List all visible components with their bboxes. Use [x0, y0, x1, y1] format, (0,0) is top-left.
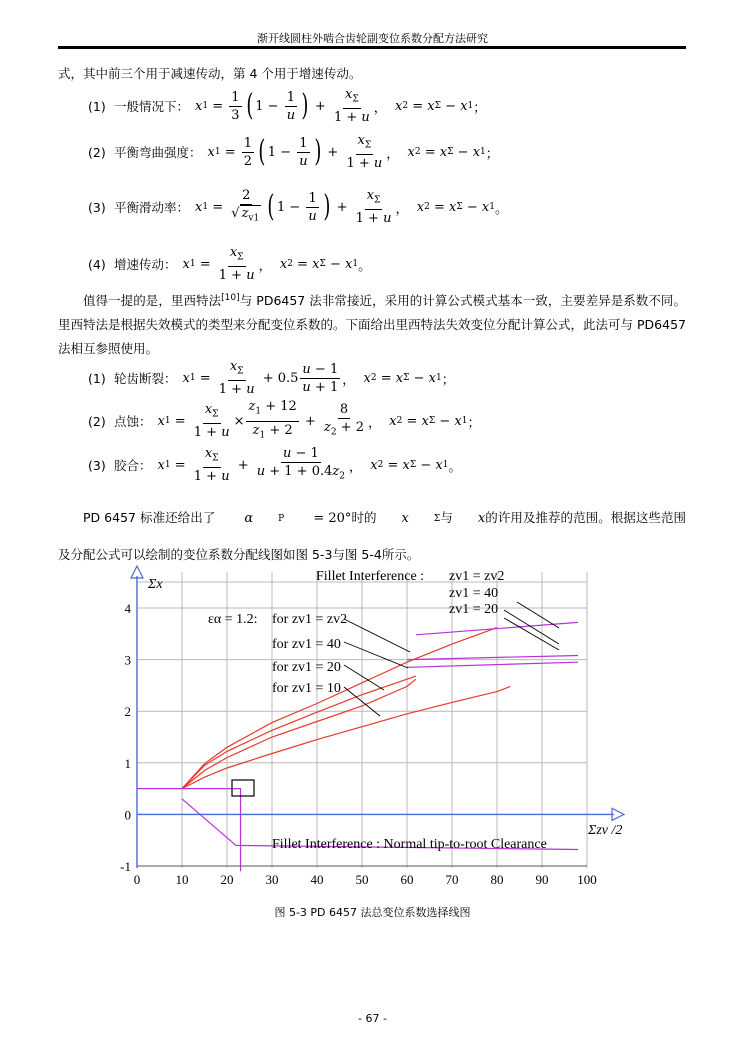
formula-label: 一般情况下： [114, 99, 190, 114]
y-tick-label: 0 [124, 807, 131, 823]
formula-scuffing [88, 446, 461, 484]
formula-label: 胶合： [114, 458, 152, 473]
formula-number: (1) [88, 98, 106, 114]
formula-pitting [88, 398, 481, 441]
formula-number: (1) [88, 370, 106, 386]
para2-text-2: 时的 [351, 510, 377, 525]
running-head: 渐开线圆柱外啮合齿轮副变位系数分配方法研究 [257, 32, 488, 45]
y-tick-label: 1 [124, 755, 131, 771]
intro-text: 式，其中前三个用于减速传动，第 4 个用于增速传动。 [58, 66, 362, 81]
formula-number: (2) [88, 144, 106, 160]
x-tick-label: 0 [133, 872, 141, 887]
epsilon-label: εα = 1.2: [208, 612, 258, 627]
series-line [407, 662, 578, 667]
para-text-1: 值得一提的是，里西特法 [83, 293, 222, 309]
formula-number: (3) [88, 199, 106, 215]
formula-speedup [88, 246, 371, 282]
formula-math: x 1 = $\frac{x_\Sigma}{1 + u}$ ， x 2 = x Σ − x 1 。 [182, 244, 372, 284]
formula-label: 增速传动： [114, 257, 177, 272]
for-label-40: for zv1 = 40 [272, 637, 341, 652]
formula-math: x 1 = $\frac{x_\Sigma}{1 + u}$ × $\frac{z_1 + 12}{z_1 + 2}$ + $\frac{8}{z_2 + 2}$ ， x 2 = x Σ − x 1 ； [157, 398, 481, 441]
for-label-zv2: for zv1 = zv2 [272, 612, 348, 627]
citation-ref: [10] [221, 293, 240, 303]
formula-math: x 1 = $\frac{2}{√ z_{v1}}$ ( 1 − $\frac{1}{u}$ ) + $\frac{x_\Sigma}{1 + u}$ ， x 2 = x Σ − x 1 。 [195, 187, 508, 227]
y-tick-label: -1 [120, 859, 131, 874]
formula-number: (2) [88, 413, 106, 429]
para2-text-4: 的许用及推荐的范围。根据这些范围及分配公式可以绘制的变位系数分配线图如图 5-3与图 5-4所示。 [58, 510, 686, 562]
series-line [137, 789, 241, 872]
formula-math: x 1 = $\frac{x_\Sigma}{1 + u}$ + $\frac{u - 1}{u + 1 + 0.4z_2}$ ， x 2 = x Σ − x 1 。 [157, 445, 462, 485]
x-tick-label: 20 [220, 872, 234, 887]
alpha-expression: α P = 20° [244, 511, 352, 526]
formula-breakage [88, 360, 455, 396]
para2-text-1: PD 6457 标准还给出了 [83, 510, 216, 525]
y-tick-label: 2 [124, 704, 131, 720]
x-symbol: x [477, 511, 486, 526]
chart-svg [112, 562, 642, 892]
header-rule [58, 46, 686, 49]
x-tick-label: 60 [400, 872, 414, 887]
y-axis-label: Σx [148, 577, 163, 592]
figure-caption: 图 5-3 PD 6457 法总变位系数选择线图 [274, 906, 471, 919]
formula-sliding [88, 186, 508, 228]
fillet-label-40: zv1 = 40 [449, 586, 499, 601]
leader-line [517, 602, 559, 628]
formula-number: (3) [88, 457, 106, 473]
chart-axes [131, 566, 624, 868]
figure-chart [112, 562, 642, 892]
para2-text-3: 与 [440, 510, 453, 525]
formula-label: 平衡弯曲强度： [114, 145, 202, 160]
x-tick-label: 10 [175, 872, 189, 887]
x-tick-label: 50 [355, 872, 369, 887]
for-label-10: for zv1 = 10 [272, 681, 341, 696]
formula-general [88, 88, 486, 124]
leader-line [344, 619, 410, 652]
xsigma-symbol: x Σ [401, 511, 441, 526]
y-tick-label: 3 [124, 652, 131, 668]
x-axis-label: Σzv /2 [588, 823, 623, 838]
leader-line [344, 665, 384, 690]
bottom-annotation: Fillet Interference : Normal tip-to-root Clearance [272, 837, 547, 852]
para-text-2: 与 PD6457 法非常接近，采用的计算公式模式基本一致，主要差异是系数不同。里西特法是根据失效模式的类型来分配变位系数的。下面给出里西特法失效变位分配计算公式，此法可与 PD6457 法相互参照使用。 [58, 293, 686, 357]
fillet-label-20: zv1 = 20 [449, 602, 499, 617]
x-tick-label: 90 [535, 872, 549, 887]
x-tick-label: 100 [577, 872, 597, 887]
fillet-label-zv2: zv1 = zv2 [449, 569, 505, 584]
fillet-title: Fillet Interference : [316, 569, 425, 584]
formula-label: 平衡滑动率： [114, 200, 190, 215]
formula-label: 轮齿断裂： [114, 371, 177, 386]
x-tick-label: 40 [310, 872, 324, 887]
formula-math: x 1 = $\frac{1}{2}$ ( 1 − $\frac{1}{u}$ ) + $\frac{x_\Sigma}{1 + u}$ ， x 2 = x Σ − x 1 ； [207, 132, 499, 172]
x-tick-label: 80 [490, 872, 504, 887]
series-line [182, 686, 511, 788]
series-line [407, 656, 578, 660]
formula-number: (4) [88, 256, 106, 272]
x-tick-label: 70 [445, 872, 459, 887]
formula-label: 点蚀： [114, 414, 152, 429]
formula-math: x 1 = $\frac{1}{3}$ ( 1 − $\frac{1}{u}$ ) + $\frac{x_\Sigma}{1 + u}$ ， x 2 = x Σ − x 1 ； [195, 86, 487, 126]
body-paragraph [58, 286, 686, 361]
for-label-20: for zv1 = 20 [272, 660, 341, 675]
page-number: - 67 - [358, 1012, 387, 1025]
y-tick-label: 4 [124, 601, 131, 616]
formula-math: x 1 = $\frac{x_\Sigma}{1 + u}$ + 0.5 $\frac{u - 1}{u + 1}$ ， x 2 = x Σ − x 1 ； [182, 358, 455, 398]
formula-bending [88, 134, 499, 170]
chart-grid [137, 572, 587, 868]
x-tick-label: 30 [265, 872, 279, 887]
